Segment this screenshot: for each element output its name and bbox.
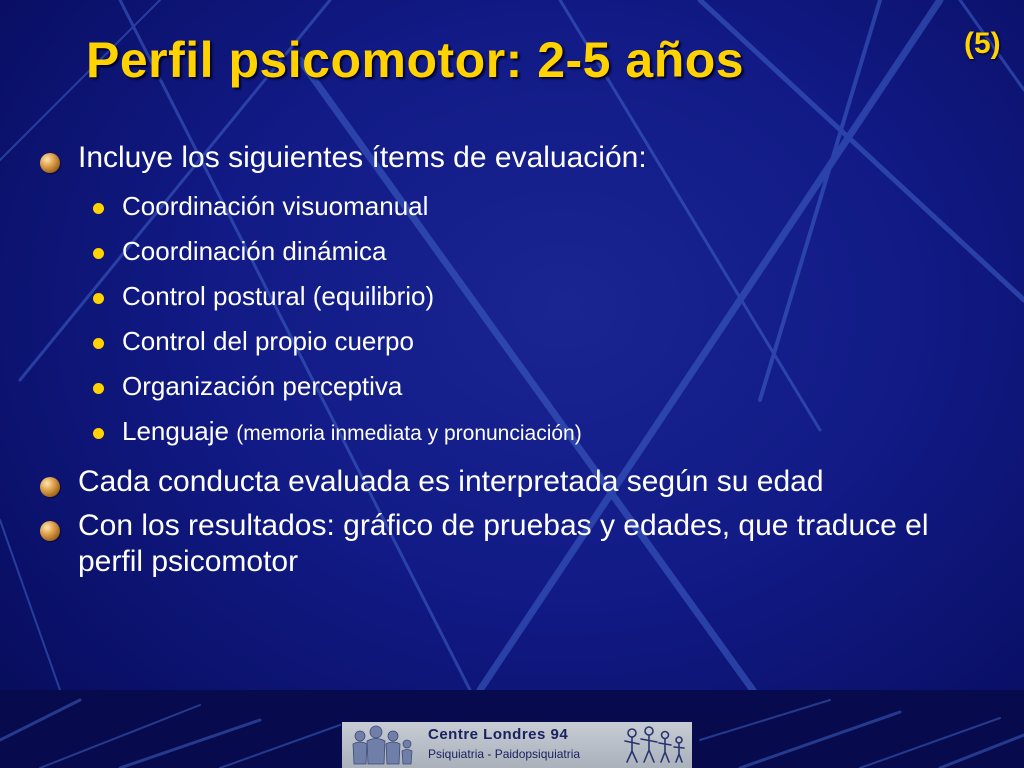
sub-bullet-note: (memoria inmediata y pronunciación) <box>236 422 582 445</box>
bullet-item <box>38 508 968 580</box>
sub-bullet-text: Coordinación visuomanual <box>122 191 429 221</box>
sub-bullet-item <box>78 274 968 319</box>
sub-bullet-item <box>78 409 968 456</box>
yellow-dot-bullet-icon <box>93 293 104 304</box>
slide-title: Perfil psicomotor: 2-5 años <box>86 32 745 88</box>
sub-bullet-text: Coordinación dinámica <box>122 236 387 266</box>
yellow-dot-bullet-icon <box>93 383 104 394</box>
yellow-dot-bullet-icon <box>93 203 104 214</box>
sub-bullet-text: Control del propio cuerpo <box>122 326 414 356</box>
bullet-list <box>38 140 968 588</box>
bullet-item <box>38 140 968 456</box>
bronze-sphere-bullet-icon <box>40 521 60 541</box>
yellow-dot-bullet-icon <box>93 428 104 439</box>
sub-bullet-text: Control postural (equilibrio) <box>122 281 435 311</box>
bullet-item <box>38 464 968 500</box>
yellow-dot-bullet-icon <box>93 338 104 349</box>
bullet-text: Cada conducta evaluada es interpretada según su edad <box>78 465 824 498</box>
bronze-sphere-bullet-icon <box>40 477 60 497</box>
bullet-text: Incluye los siguientes ítems de evaluación: <box>78 141 647 174</box>
sub-bullet-item <box>78 319 968 364</box>
yellow-dot-bullet-icon <box>93 248 104 259</box>
sub-bullet-text: Lenguaje <box>122 416 229 446</box>
sub-bullet-item <box>78 229 968 274</box>
stick-figures-logo-icon <box>622 724 688 766</box>
footer-title: Centre Londres 94 <box>428 726 569 743</box>
footer-subtitle: Psiquiatria - Paidopsiquiatria <box>428 747 581 761</box>
family-figures-logo-icon <box>346 724 416 766</box>
sub-bullet-text: Organización perceptiva <box>122 371 403 401</box>
sub-bullet-list <box>78 184 968 456</box>
slide-number: (5) <box>964 27 1001 60</box>
bullet-text: Con los resultados: gráfico de pruebas y edades, que traduce el perfil psicomotor <box>78 509 929 578</box>
sub-bullet-item <box>78 184 968 229</box>
footer-banner <box>342 722 692 768</box>
sub-bullet-item <box>78 364 968 409</box>
bronze-sphere-bullet-icon <box>40 153 60 173</box>
